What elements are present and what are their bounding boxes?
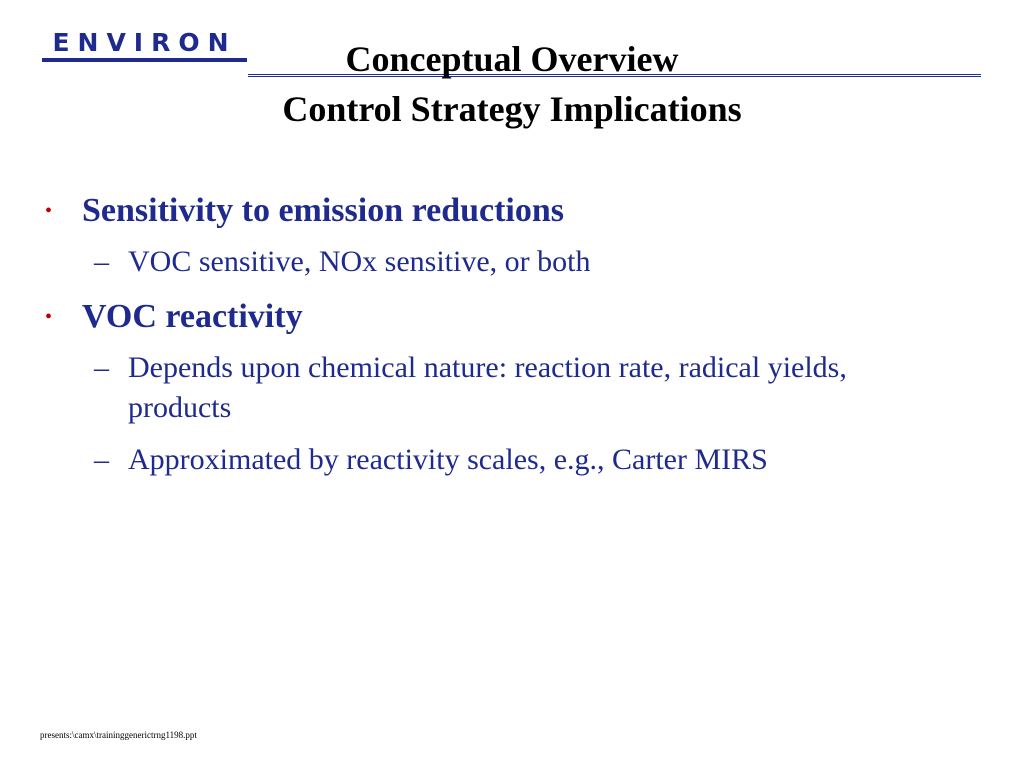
bullet-item [40,188,980,234]
footer-file-path: presents:\camx\traininggenerictrng1198.ppt [40,730,197,740]
bullet-marker: • [45,306,53,328]
bullet-text: VOC reactivity [82,298,303,335]
slide-title: Conceptual Overview [345,39,679,79]
sub-bullet-text: VOC sensitive, NOx sensitive, or both [128,245,591,278]
bullet-text: Sensitivity to emission reductions [82,192,565,229]
sub-bullet-item [94,440,980,480]
bullet-marker: • [45,200,53,222]
slide-body [40,188,980,492]
sub-bullet-text: Depends upon chemical nature: reaction rate, radical yields, products [128,351,847,424]
bullet-item [40,294,980,340]
sub-bullet-item [94,348,980,428]
dash-marker: – [94,245,109,278]
dash-marker: – [94,351,109,384]
slide-subtitle: Control Strategy Implications [282,89,742,129]
logo-wordmark: ENVIRON [52,28,237,57]
dash-marker: – [94,443,109,476]
sub-bullet-item [94,242,980,282]
sub-bullet-text: Approximated by reactivity scales, e.g., Carter MIRS [128,443,768,476]
